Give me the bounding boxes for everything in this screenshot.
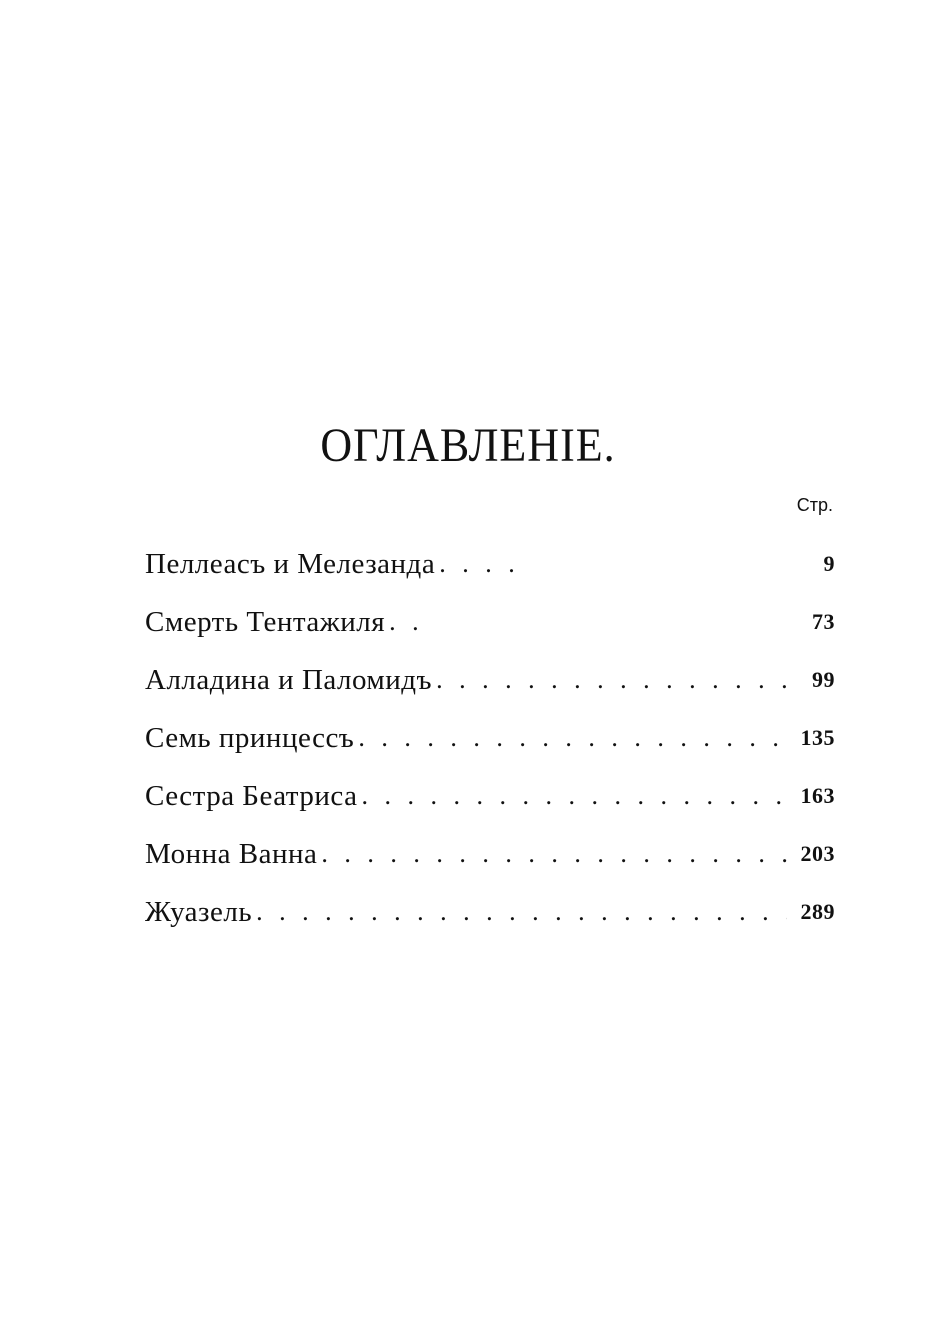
toc-entry-title: Сестра Беатриса <box>145 779 358 812</box>
toc-entry-page: 163 <box>800 783 835 808</box>
table-of-contents-heading: ОГЛАВЛЕНІЕ. <box>320 419 616 472</box>
toc-entry-page: 99 <box>812 667 835 692</box>
toc-entry-title: Смерть Тентажиля <box>145 605 386 638</box>
toc-entry <box>145 825 835 883</box>
toc-entry <box>145 883 835 941</box>
toc-list <box>145 535 835 941</box>
toc-entry-page: 9 <box>823 551 835 576</box>
toc-entry <box>145 709 835 767</box>
dot-leader <box>361 781 787 811</box>
toc-entry <box>145 651 835 709</box>
dot-leader <box>358 723 787 753</box>
dot-leader <box>439 549 519 579</box>
toc-entry-page: 203 <box>800 841 835 866</box>
toc-entry-page: 73 <box>812 609 835 634</box>
page-column-label: Стр. <box>796 495 833 515</box>
toc-entry <box>145 535 835 593</box>
toc-entry-title: Алладина и Паломидъ <box>145 663 433 696</box>
dot-leader <box>436 665 787 695</box>
toc-entry <box>145 767 835 825</box>
toc-entry-title: Пеллеасъ и Мелезанда <box>145 547 436 580</box>
toc-entry-title: Семь принцессъ <box>145 721 355 754</box>
toc-entry-page: 135 <box>800 725 835 750</box>
toc-entry <box>145 593 835 651</box>
dot-leader <box>321 839 787 869</box>
toc-entry-title: Монна Ванна <box>145 837 318 870</box>
dot-leader <box>389 607 421 637</box>
toc-entry-page: 289 <box>800 899 835 924</box>
dot-leader <box>256 897 787 927</box>
toc-entry-title: Жуазель <box>145 895 253 928</box>
